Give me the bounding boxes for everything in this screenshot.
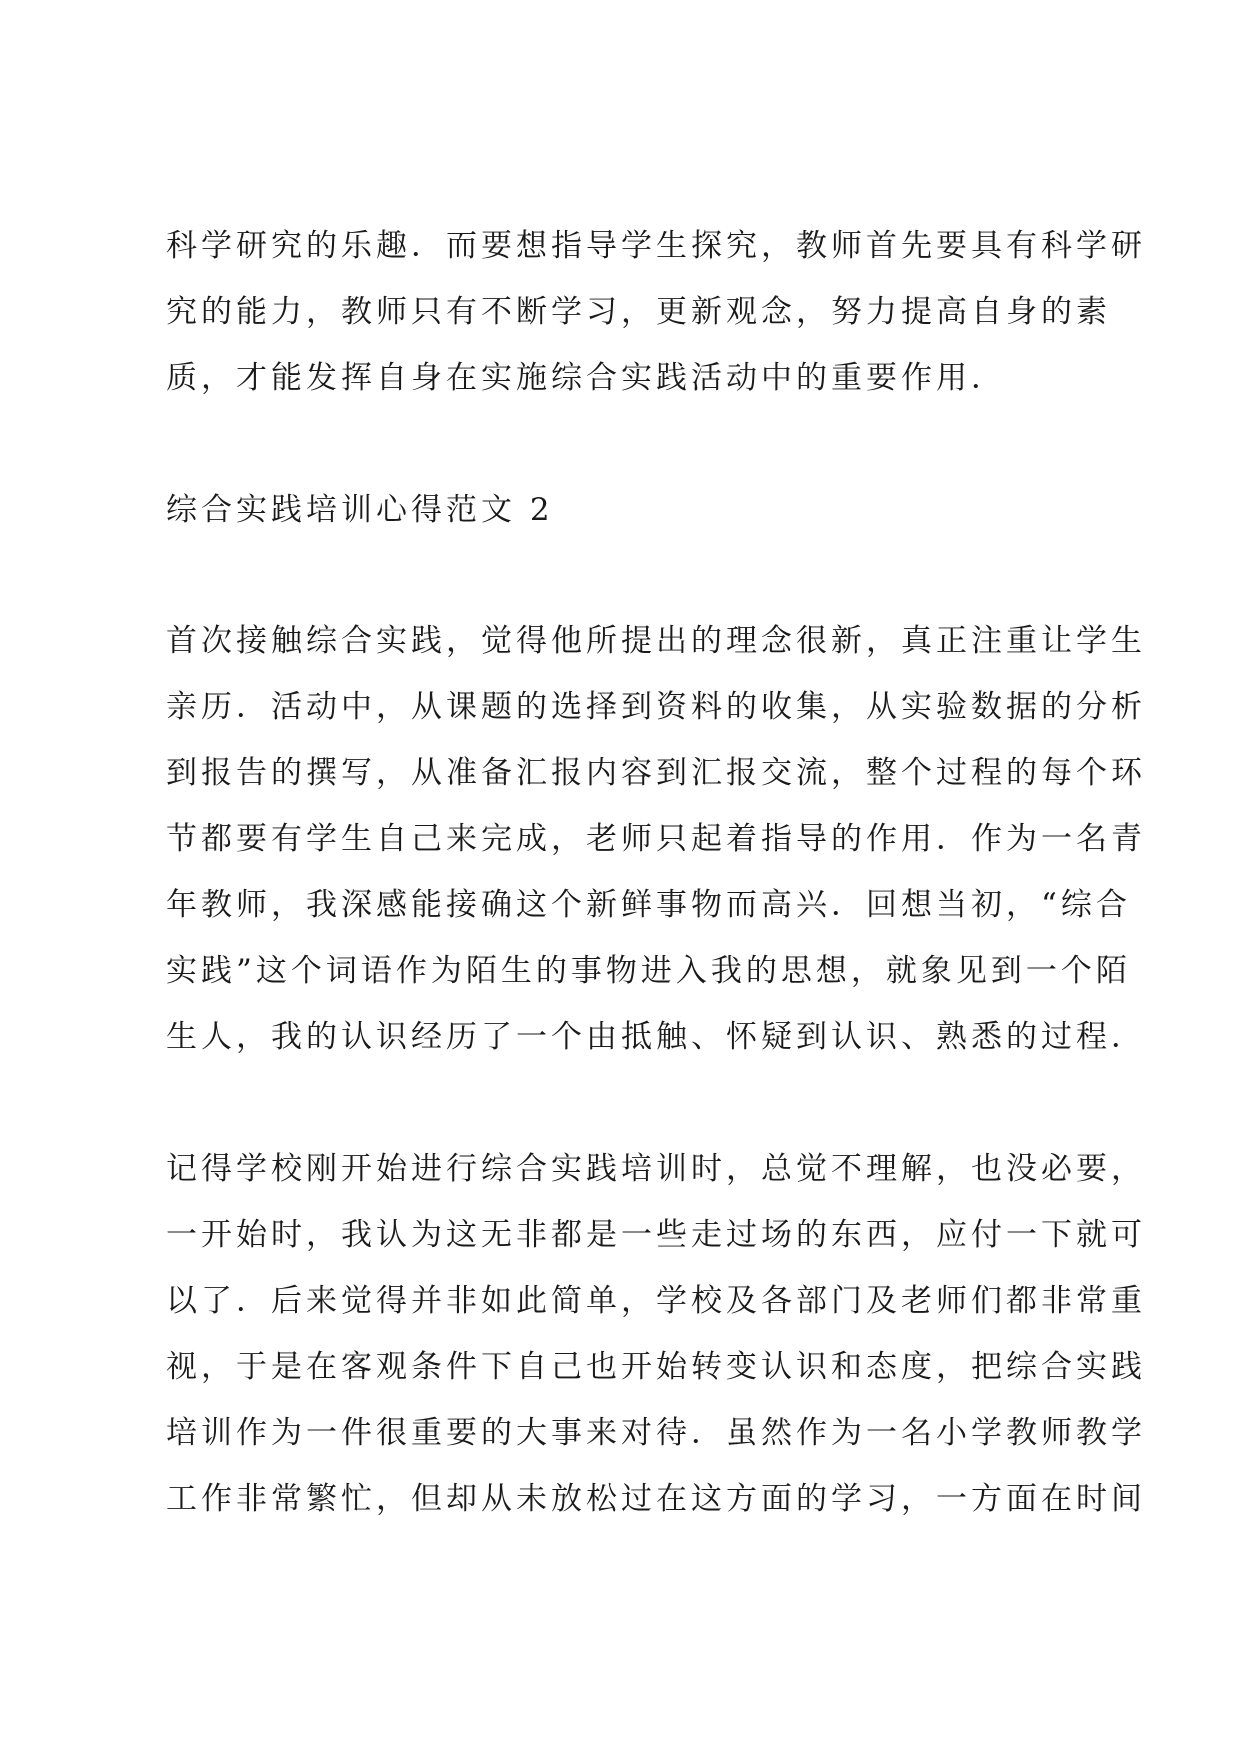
paragraph-3-line-2: 一开始时，我认为这无非都是一些走过场的东西，应付一下就可 [166, 1217, 1146, 1253]
paragraph-1-line-1: 科学研究的乐趣．而要想指导学生探究，教师首先要具有科学研 [166, 228, 1146, 264]
paragraph-2-line-1: 首次接触综合实践，觉得他所提出的理念很新，真正注重让学生 [166, 623, 1146, 659]
paragraph-2-line-7: 生人，我的认识经历了一个由抵触、怀疑到认识、熟悉的过程． [166, 1019, 1146, 1055]
paragraph-3-line-3: 以了．后来觉得并非如此简单，学校及各部门及老师们都非常重 [166, 1283, 1146, 1319]
paragraph-2-line-3: 到报告的撰写，从准备汇报内容到汇报交流，整个过程的每个环 [166, 755, 1146, 791]
paragraph-1-line-2: 究的能力，教师只有不断学习，更新观念，努力提高自身的素 [166, 294, 1111, 330]
paragraph-2-line-2: 亲历．活动中，从课题的选择到资料的收集，从实验数据的分析 [166, 689, 1146, 725]
section-heading: 综合实践培训心得范文 2 [166, 492, 554, 528]
paragraph-2-line-6: 实践”这个词语作为陌生的事物进入我的思想，就象见到一个陌 [166, 953, 1131, 989]
paragraph-1-line-3: 质，才能发挥自身在实施综合实践活动中的重要作用． [166, 360, 1006, 396]
paragraph-3-line-1: 记得学校刚开始进行综合实践培训时，总觉不理解，也没必要， [166, 1151, 1146, 1187]
paragraph-2-line-4: 节都要有学生自己来完成，老师只起着指导的作用．作为一名青 [166, 821, 1146, 857]
paragraph-3-line-6: 工作非常繁忙，但却从未放松过在这方面的学习，一方面在时间 [166, 1481, 1146, 1517]
paragraph-3-line-5: 培训作为一件很重要的大事来对待．虽然作为一名小学教师教学 [166, 1415, 1146, 1451]
paragraph-2-line-5: 年教师，我深感能接确这个新鲜事物而高兴．回想当初，“综合 [166, 887, 1131, 923]
paragraph-3-line-4: 视，于是在客观条件下自己也开始转变认识和态度，把综合实践 [166, 1349, 1146, 1385]
